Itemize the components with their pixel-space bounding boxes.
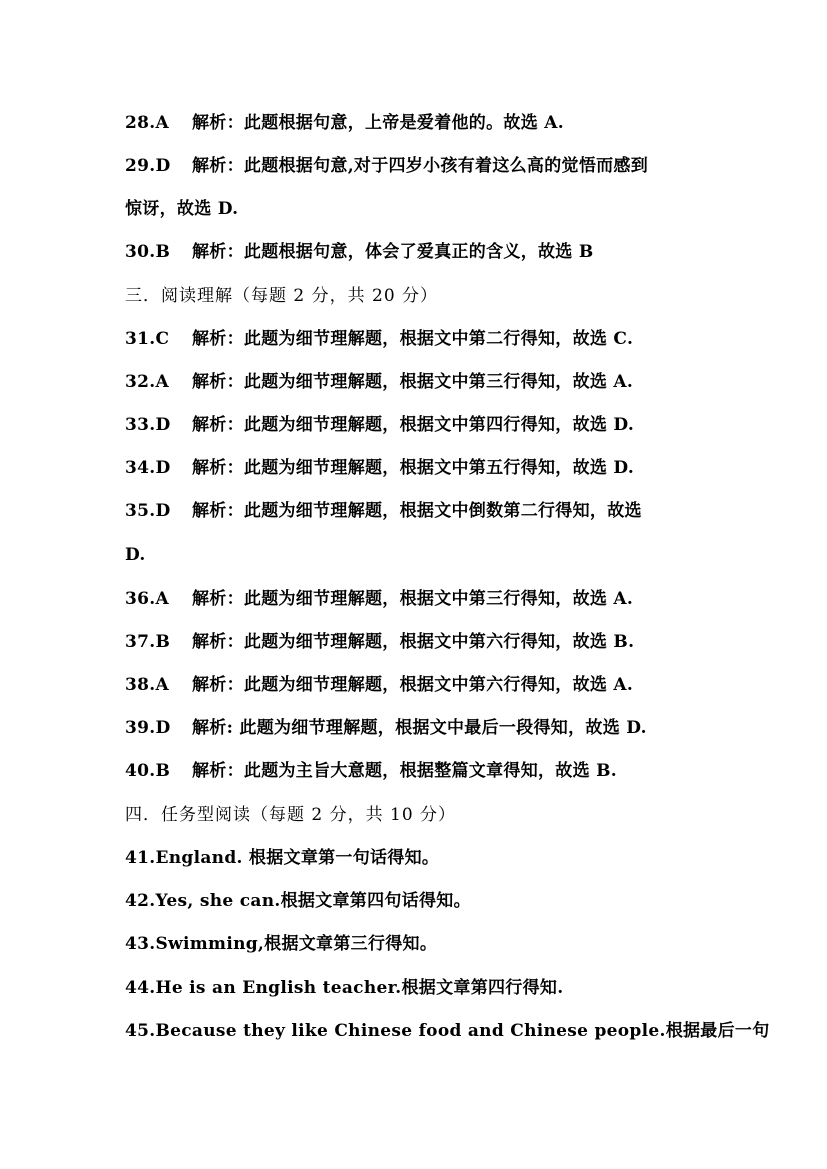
answer-number: 31.C <box>125 329 170 349</box>
answer-35 <box>125 499 715 523</box>
answer-number: 39.D <box>125 718 171 738</box>
answer-number: 36.A <box>125 589 169 609</box>
answer-number: 30.B <box>125 242 171 262</box>
section-heading-task-reading: 四．任务型阅读（每题 2 分，共 10 分） <box>125 805 457 825</box>
answer-number: 32.A <box>125 372 169 392</box>
answer-number: 33.D <box>125 415 171 435</box>
answer-explanation: 解析: 此题为细节理解题，根据文中最后一段得知，故选 D. <box>192 718 647 738</box>
answer-35-continued <box>125 543 715 567</box>
answer-36 <box>125 587 715 611</box>
answer-explanation: 解析：此题为主旨大意题，根据整篇文章得知，故选 B. <box>192 761 618 781</box>
answer-45: 45.Because they like Chinese food and Chinese people.根据最后一句 <box>125 1021 770 1041</box>
answer-number: 38.A <box>125 675 169 695</box>
answer-explanation: 解析：此题为细节理解题，根据文中第六行得知，故选 B. <box>192 632 635 652</box>
answer-41: 41.England. 根据文章第一句话得知。 <box>125 848 440 868</box>
answer-43: 43.Swimming,根据文章第三行得知。 <box>125 934 438 954</box>
answer-33 <box>125 413 715 437</box>
answer-explanation: 解析：此题为细节理解题，根据文中第二行得知，故选 C. <box>192 329 634 349</box>
answer-42: 42.Yes, she can.根据文章第四句话得知。 <box>125 891 471 911</box>
answer-44: 44.He is an English teacher.根据文章第四行得知. <box>125 978 564 998</box>
answer-number: 35.D <box>125 501 171 521</box>
answer-explanation: 解析：此题根据句意,对于四岁小孩有着这么高的觉悟而感到 <box>192 156 649 176</box>
answer-number: 40.B <box>125 761 171 781</box>
answer-30 <box>125 240 715 264</box>
answer-explanation: 解析：此题为细节理解题，根据文中第六行得知，故选 A. <box>192 675 634 695</box>
answer-29-continued <box>125 197 715 221</box>
answer-32 <box>125 370 715 394</box>
answer-39 <box>125 716 715 740</box>
answer-explanation: 解析：此题为细节理解题，根据文中倒数第二行得知，故选 <box>192 501 642 521</box>
answer-number: 34.D <box>125 458 171 478</box>
answer-number: 28.A <box>125 113 169 133</box>
answer-34 <box>125 456 715 480</box>
answer-explanation-continued: 惊讶，故选 D. <box>125 199 239 219</box>
answer-explanation: 解析：此题为细节理解题，根据文中第三行得知，故选 A. <box>192 589 634 609</box>
answer-explanation: 解析：此题为细节理解题，根据文中第三行得知，故选 A. <box>192 372 634 392</box>
answer-40 <box>125 759 715 783</box>
answer-explanation: 解析：此题根据句意，体会了爱真正的含义，故选 B <box>192 242 594 262</box>
answer-38 <box>125 673 715 697</box>
answer-29 <box>125 154 715 178</box>
answer-37 <box>125 630 715 654</box>
answer-explanation: 解析：此题为细节理解题，根据文中第四行得知，故选 D. <box>192 415 635 435</box>
answer-explanation-continued: D. <box>125 545 146 565</box>
answer-explanation: 解析：此题根据句意，上帝是爱着他的。故选 A. <box>192 113 564 133</box>
answer-explanation: 解析：此题为细节理解题，根据文中第五行得知，故选 D. <box>192 458 635 478</box>
answer-number: 37.B <box>125 632 171 652</box>
answer-31 <box>125 327 715 351</box>
answer-28 <box>125 111 715 135</box>
answer-number: 29.D <box>125 156 171 176</box>
section-heading-reading: 三．阅读理解（每题 2 分，共 20 分） <box>125 286 439 306</box>
